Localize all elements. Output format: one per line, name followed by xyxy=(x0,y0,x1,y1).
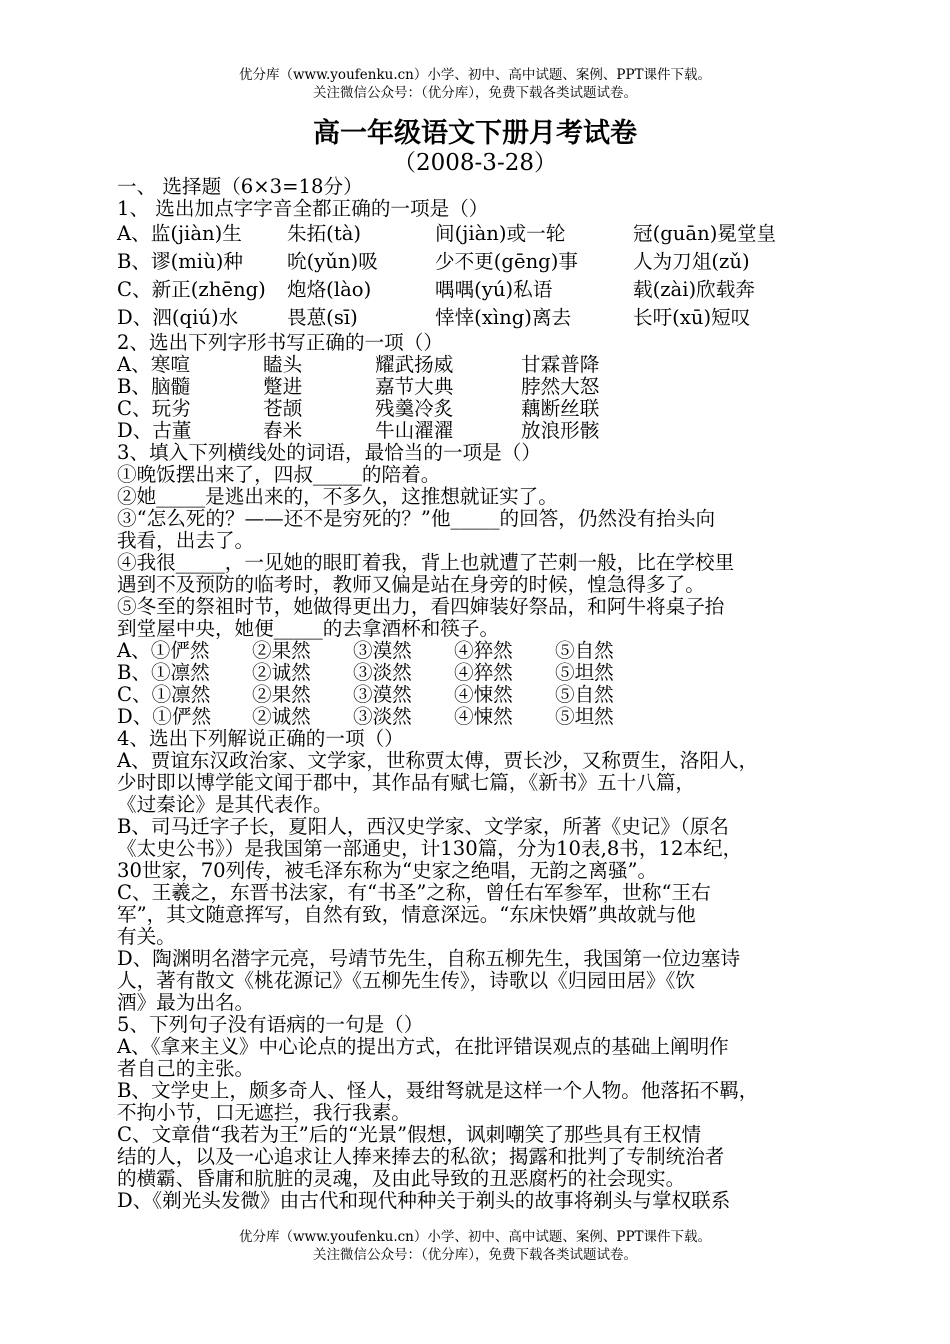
q1-a-3: 间(jiàn)或一轮 xyxy=(435,222,566,245)
q1-d-4: 长吁(xū)短叹 xyxy=(633,306,751,329)
q3-d-4: ④悚然 xyxy=(454,705,513,728)
q4-line-7: C、王羲之，东晋书法家，有“书圣”之称，曾任右军参军，世称“王右 xyxy=(117,881,711,904)
q1-a-1: A、监(jiàn)生 xyxy=(117,222,242,245)
q2-a-1: A、寒喧 xyxy=(117,353,190,376)
page-header xyxy=(0,66,950,102)
q3-d-3: ③淡然 xyxy=(353,705,412,728)
q1-c-1: C、新正(zhēng) xyxy=(117,278,266,301)
footer-line-2: 关注微信公众号：（优分库），免费下载各类试题试卷。 xyxy=(313,1247,637,1263)
q3-a-2: ②果然 xyxy=(252,639,311,662)
q4-line-3: 《过秦论》是其代表作。 xyxy=(117,793,333,816)
q4-stem: 4、选出下列解说正确的一项（） xyxy=(117,727,404,750)
q2-a-4: 甘霖普降 xyxy=(521,353,600,376)
q3-sentence-4a: ④我很_____，一见她的眼盯着我，背上也就遭了芒刺一般，比在学校里 xyxy=(117,551,735,574)
q2-b-3: 嘉节大典 xyxy=(375,375,454,398)
q3-d-2: ②诚然 xyxy=(252,705,311,728)
q2-a-3: 耀武扬威 xyxy=(375,353,454,376)
q2-c-2: 苍颉 xyxy=(263,397,303,420)
q2-option-b xyxy=(117,376,837,398)
exam-date: （2008-3-28） xyxy=(393,150,557,176)
q3-d-5: ⑤坦然 xyxy=(555,705,614,728)
q2-d-4: 放浪形骸 xyxy=(521,419,600,442)
q1-c-3: 喁喁(yú)私语 xyxy=(435,278,553,301)
footer-line-1: 优分库（www.youfenku.cn）小学、初中、高中试题、案例、PPT课件下载。 xyxy=(238,1229,712,1245)
q3-b-1: B、①凛然 xyxy=(117,661,210,684)
q3-b-3: ③淡然 xyxy=(353,661,412,684)
q3-sentence-4b: 遇到不及预防的临考时，教师又偏是站在身旁的时候，惶急得多了。 xyxy=(117,573,705,596)
q3-b-2: ②诚然 xyxy=(252,661,311,684)
q1-d-3: 悻悻(xìng)离去 xyxy=(435,306,572,329)
q2-c-4: 藕断丝联 xyxy=(521,397,600,420)
q1-a-4: 冠(guān)冕堂皇 xyxy=(633,222,777,245)
q2-option-d xyxy=(117,420,837,442)
q3-a-5: ⑤自然 xyxy=(555,639,614,662)
q2-option-c xyxy=(117,398,837,420)
q1-b-2: 吮(yǔn)吸 xyxy=(287,250,378,273)
q1-b-3: 少不更(gēng)事 xyxy=(435,250,578,273)
q2-a-2: 瞌头 xyxy=(263,353,303,376)
q4-line-5: 《太史公书》）是我国第一部通史，计130篇，分为10表,8书，12本纪， xyxy=(117,837,743,860)
q4-line-9: 有关。 xyxy=(117,925,176,948)
q3-b-4: ④猝然 xyxy=(454,661,513,684)
q4-line-6: 30世家，70列传，被毛泽东称为“史家之绝唱，无韵之离骚”。 xyxy=(117,859,658,882)
q3-sentence-5a: ⑤冬至的祭祖时节，她做得更出力，看四婶装好祭品，和阿牛将桌子抬 xyxy=(117,595,725,618)
page-footer xyxy=(0,1228,950,1264)
q3-sentence-5b: 到堂屋中央，她便_____的去拿酒杯和筷子。 xyxy=(117,617,500,640)
q1-option-c xyxy=(117,276,837,304)
q1-stem: 1、 选出加点字字音全都正确的一项是（） xyxy=(117,197,489,220)
q4-line-11: 人，著有散文《桃花源记》《五柳先生传》，诗歌以《归园田居》《饮 xyxy=(117,969,696,992)
q1-option-a xyxy=(117,220,837,248)
header-line-1: 优分库（www.youfenku.cn）小学、初中、高中试题、案例、PPT课件下载。 xyxy=(238,67,712,83)
q3-option-d xyxy=(117,706,837,728)
q2-stem: 2、选出下列字形书写正确的一项（） xyxy=(117,331,443,354)
q3-c-4: ④悚然 xyxy=(454,683,513,706)
q1-d-2: 畏葸(sī) xyxy=(287,306,358,329)
q2-option-a xyxy=(117,354,837,376)
q1-b-1: B、谬(miù)种 xyxy=(117,250,243,273)
q2-b-2: 蹩进 xyxy=(263,375,303,398)
q4-line-8: 军”，其文随意挥写，自然有致，情意深远。“东床快婿”典故就与他 xyxy=(117,903,696,926)
q5-line-4: 不拘小节，口无遮拦，我行我素。 xyxy=(117,1101,411,1124)
exam-body xyxy=(117,176,837,1212)
q2-d-3: 牛山濯濯 xyxy=(375,419,454,442)
q5-line-2: 者自己的主张。 xyxy=(117,1057,255,1080)
q4-line-12: 酒》最为出名。 xyxy=(117,991,255,1014)
q1-c-4: 载(zài)欣载奔 xyxy=(633,278,755,301)
q1-d-1: D、泗(qiú)水 xyxy=(117,306,239,329)
q1-c-2: 炮烙(lào) xyxy=(287,278,372,301)
exam-title: 高一年级语文下册月考试卷 xyxy=(313,118,637,149)
q2-c-3: 残羹冷炙 xyxy=(375,397,454,420)
q5-line-8: D、《剃光头发微》由古代和现代种种关于剃头的故事将剃头与掌权联系 xyxy=(117,1189,731,1212)
q4-line-1: A、贾谊东汉政治家、文学家，世称贾太傅，贾长沙，又称贾生，洛阳人， xyxy=(117,749,759,772)
q3-c-2: ②果然 xyxy=(252,683,311,706)
q5-line-1: A、《拿来主义》中心论点的提出方式，在批评错误观点的基础上阐明作 xyxy=(117,1035,729,1058)
q3-a-3: ③漠然 xyxy=(353,639,412,662)
q2-d-2: 舂米 xyxy=(263,419,303,442)
q5-line-3: B、文学史上，颇多奇人、怪人，聂绀弩就是这样一个人物。他落拓不羁， xyxy=(117,1079,759,1102)
q5-line-7: 的横霸、昏庸和肮脏的灵魂，及由此导致的丑恶腐朽的社会现实。 xyxy=(117,1167,686,1190)
q2-c-1: C、玩劣 xyxy=(117,397,191,420)
q3-d-1: D、①俨然 xyxy=(117,705,212,728)
q3-option-c xyxy=(117,684,837,706)
q3-stem: 3、填入下列横线处的词语，最恰当的一项是（） xyxy=(117,441,541,464)
q3-a-1: A、①俨然 xyxy=(117,639,210,662)
q2-d-1: D、古董 xyxy=(117,419,192,442)
q3-c-1: C、①凛然 xyxy=(117,683,211,706)
q3-a-4: ④猝然 xyxy=(454,639,513,662)
q3-c-5: ⑤自然 xyxy=(555,683,614,706)
section-1-heading: 一、 选择题（6×3=18分） xyxy=(117,175,363,198)
q2-b-4: 脖然大怒 xyxy=(521,375,600,398)
q3-sentence-2: ②她_____是逃出来的，不多久，这推想就证实了。 xyxy=(117,485,558,508)
q3-sentence-3a: ③“怎么死的？——还不是穷死的？”他_____的回答，仍然没有抬头向 xyxy=(117,507,716,530)
q5-line-5: C、文章借“我若为王”后的“光景”假想，讽刺嘲笑了那些具有王权情 xyxy=(117,1123,702,1146)
q3-sentence-3b: 我看，出去了。 xyxy=(117,529,255,552)
q3-sentence-1: ①晚饭摆出来了，四叔_____的陪着。 xyxy=(117,463,441,486)
q1-option-d xyxy=(117,304,837,332)
header-line-2: 关注微信公众号：（优分库），免费下载各类试题试卷。 xyxy=(313,85,637,101)
q5-stem: 5、下列句子没有语病的一句是（） xyxy=(117,1013,424,1036)
q3-option-b xyxy=(117,662,837,684)
q3-option-a xyxy=(117,640,837,662)
q1-b-4: 人为刀俎(zǔ) xyxy=(633,250,750,273)
q5-line-6: 结的人，以及一心追求让人捧来捧去的私欲；揭露和批判了专制统治者 xyxy=(117,1145,725,1168)
q2-b-1: B、脑髓 xyxy=(117,375,191,398)
q3-b-5: ⑤坦然 xyxy=(555,661,614,684)
q1-a-2: 朱拓(tà) xyxy=(287,222,362,245)
q3-c-3: ③漠然 xyxy=(353,683,412,706)
q1-option-b xyxy=(117,248,837,276)
q4-line-2: 少时即以博学能文闻于郡中，其作品有赋七篇，《新书》五十八篇， xyxy=(117,771,696,794)
q4-line-10: D、陶渊明名潜字元亮，号靖节先生，自称五柳先生，我国第一位边塞诗 xyxy=(117,947,741,970)
q4-line-4: B、司马迁字子长，夏阳人，西汉史学家、文学家，所著《史记》（原名 xyxy=(117,815,730,838)
